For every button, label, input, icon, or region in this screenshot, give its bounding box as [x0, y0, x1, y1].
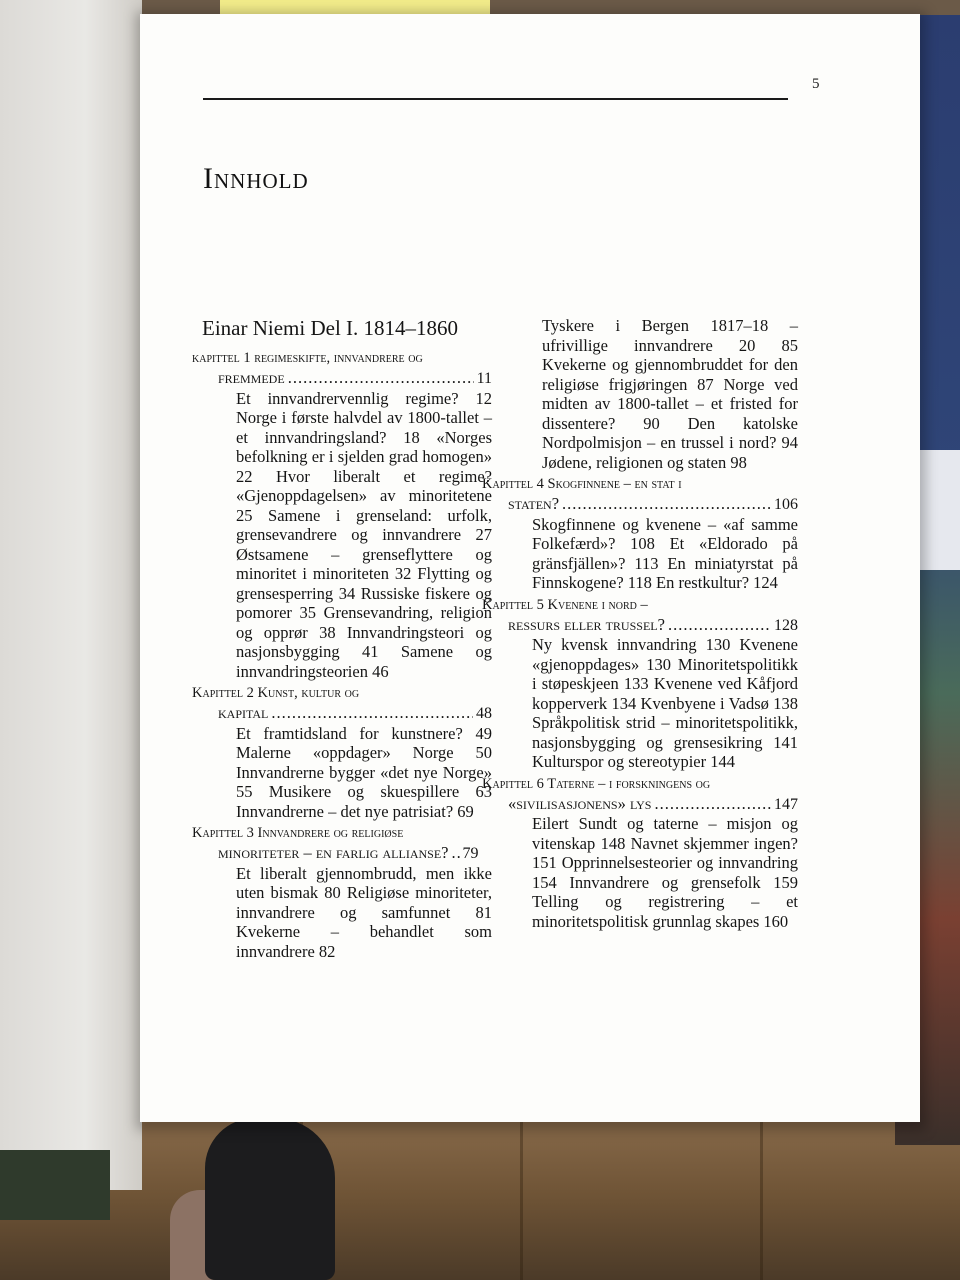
chapter-sections-continued: Tyskere i Bergen 1817–18 – ufrivillige innvandrere 20 85 Kvekerne og gjennombruddet for den religiøse frigjøringen 87 Norge ved midten av 1800-tallet – et fristed for dissentere? 90 Den katolske Nordpolmisjon – en trussel i nord? 94 Jødene, religionen og staten 98	[542, 316, 798, 472]
book-cover-edge	[0, 1150, 110, 1220]
chapter-heading: Kapittel 3 Innvandrere og religiøse	[192, 825, 404, 841]
chapter-heading-continued: kapital	[218, 703, 269, 722]
toc-right-column	[482, 316, 798, 933]
chapter-page: 106	[774, 496, 798, 513]
dot-leader	[654, 794, 771, 814]
page-number: 5	[812, 76, 820, 92]
chapter-page: 79	[462, 845, 479, 862]
chapter-sections: Ny kvensk innvandring 130 Kvenene «gjenoppdages» 130 Minoritetspolitikk i støpeskjeen 133 Kvenene ved Kåfjord kopperverk 134 Kvenbyene i Vadsø 138 Språkpolitisk strid – minoritetspolitikk, nasjonsbygging og grensesikring 141 Kulturspor og stereotypier 144	[532, 635, 798, 771]
chapter-heading: Kapittel 6 Taterne – i forskningens og	[482, 775, 711, 792]
left-facing-page	[0, 0, 142, 1190]
book-page	[140, 14, 920, 1122]
chapter-sections: Et innvandrervennlig regime? 12 Norge i første halvdel av 1800-tallet – et innvandringsland? 18 «Norges befolkning er i sjelden grad homogen» 22 Hvor liberalt et regime? «Gjenoppdagelsen» av minoritetene 25 Samene i grenseland: urfolk, grensevandrere og innvandrere 27 Østsamene – grenseflyttere og minoritet i minoriteten 32 Flytting og grensesperring 34 Russiske fiskere og pomorer 35 Grensevandring, religion og opprør 38 Innvandringsteori og nasjonsbygging 41 Samene og innvandringsteorien 46	[236, 388, 492, 681]
dot-leader	[288, 368, 474, 388]
part-title: Einar Niemi Del I. 1814–1860	[202, 316, 459, 340]
chapter-heading: Kapittel 2 Kunst, kultur og	[192, 685, 360, 701]
dot-leader	[668, 615, 771, 635]
chapter-page: 48	[476, 705, 492, 722]
dot-leader	[452, 843, 460, 863]
chapter-page: 128	[774, 616, 798, 634]
chapter-leader-line	[192, 703, 492, 724]
dot-leader	[562, 494, 771, 514]
chapter-leader-line	[192, 368, 492, 389]
page-heading: Innhold	[203, 162, 309, 195]
chapter-heading-continued: staten?	[508, 494, 560, 513]
chapter-sections: Et liberalt gjennombrudd, men ikke uten bismak 80 Religiøse minoriteter, innvandrere og samfunnet 81 Kvekerne – behandlet som innvandrere 82	[236, 863, 492, 961]
chapter-page: 11	[476, 370, 492, 387]
chapter-heading: Kapittel 4 Skogfinnene – en stat i	[482, 476, 682, 492]
chapter-leader-line	[482, 494, 798, 515]
chapter-heading: kapittel 1 regimeskifte, innvandrere og	[192, 350, 423, 366]
chapter-sections: Et framtidsland for kunstnere? 49 Malerne «oppdager» Norge 50 Innvandrerne bygger «det nye Norge» 55 Musikere og skuespillere 63 Innvandrerne – det nye patrisiat? 69	[236, 723, 492, 821]
floor-board	[760, 1110, 763, 1280]
chapter-leader-line	[482, 794, 798, 815]
chapter-heading-continued: minoriteter – en farlig allianse?	[218, 843, 449, 862]
top-rule	[203, 98, 788, 100]
chapter-leader-line	[192, 843, 492, 864]
sock	[205, 1118, 335, 1280]
floor-background	[0, 1110, 960, 1280]
chapter-sections: Skogfinnene og kvenene – «af samme Folkefærd»? 108 Et «Eldorado på gränsfjällen»? 113 En miniatyrstat på Finnskogene? 118 En restkultur? 124	[532, 514, 798, 592]
chapter-page: 147	[774, 795, 798, 813]
dot-leader	[271, 703, 473, 723]
chapter-sections: Eilert Sundt og taterne – misjon og vitenskap 148 Navnet skjemmer ingen? 151 Opprinnelsesteorier og innvandring 154 Innvandrere og grensefolk 159 Telling og registrering – et minoritetspolitisk grunnlag skapes 160	[532, 814, 798, 931]
chapter-heading: Kapittel 5 Kvenene i nord –	[482, 596, 648, 613]
floor-board	[520, 1110, 523, 1280]
toc-left-column	[192, 314, 492, 963]
chapter-leader-line	[482, 615, 798, 636]
chapter-heading-continued: «sivilisasjonens» lys	[508, 793, 652, 813]
chapter-heading-continued: ressurs eller trussel?	[508, 614, 665, 634]
chapter-heading-continued: fremmede	[218, 368, 285, 387]
